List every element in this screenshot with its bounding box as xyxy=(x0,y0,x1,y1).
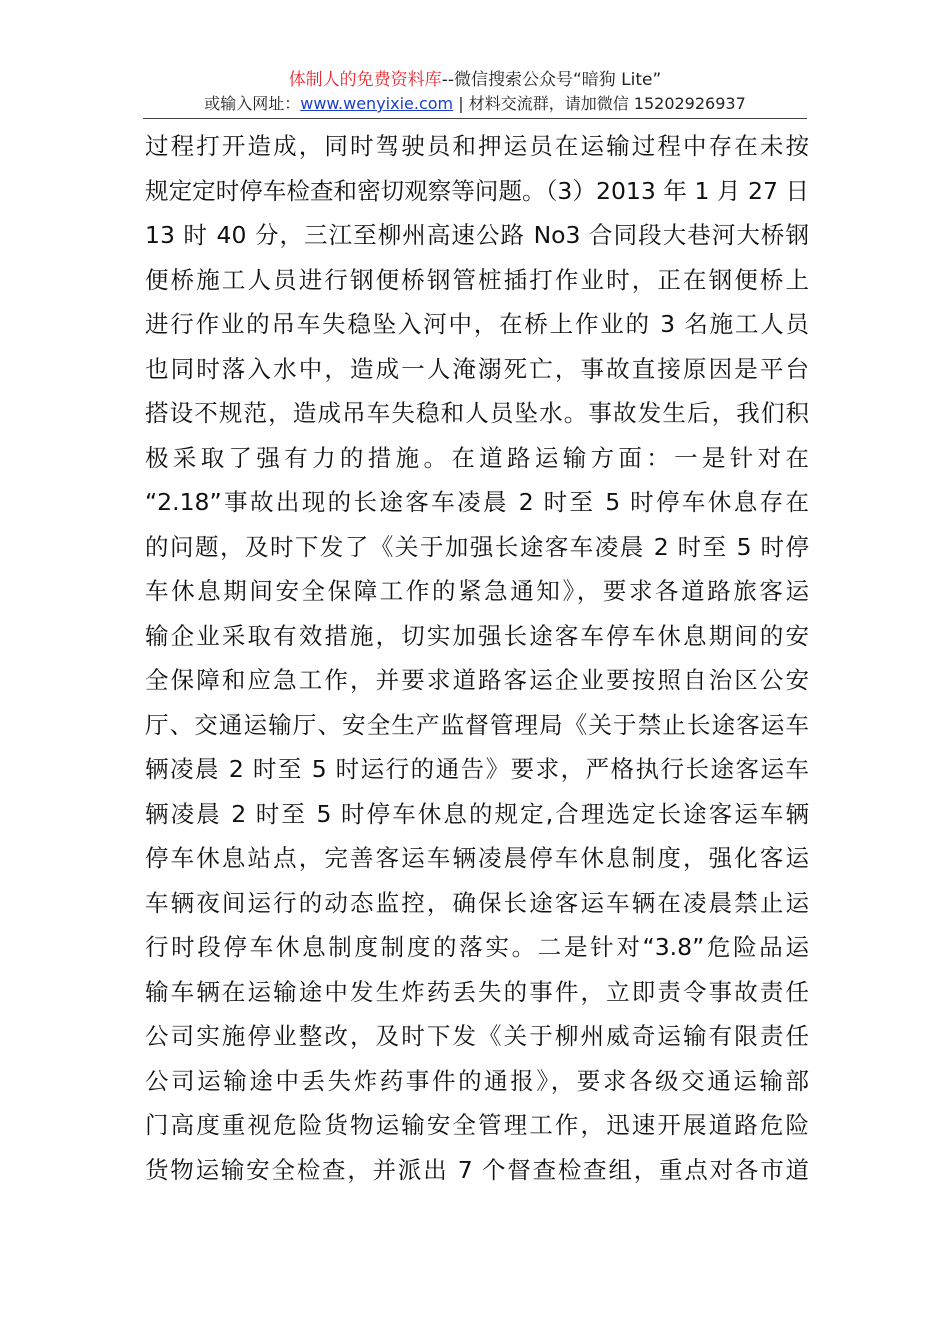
body-text-line: 输企业采取有效措施，切实加强长途客车停车休息期间的安 xyxy=(145,621,809,650)
body-text-line: 辆凌晨 2 时至 5 时停车休息的规定,合理选定长途客运车辆 xyxy=(145,799,809,828)
contact-text: 材料交流群，请加微信 15202926937 xyxy=(468,94,746,113)
body-text-line: 全保障和应急工作，并要求道路客运企业要按照自治区公安 xyxy=(145,666,809,694)
body-text-line: “2.18”事故出现的长途客车凌晨 2 时至 5 时停车休息存在 xyxy=(145,488,809,516)
body-text-line: 门高度重视危险货物运输安全管理工作，迅速开展道路危险 xyxy=(145,1111,809,1139)
body-text-line: 便桥施工人员进行钢便桥钢管桩插打作业时，正在钢便桥上 xyxy=(145,265,809,294)
body-text-line: 输车辆在运输途中发生炸药丢失的事件，立即责令事故责任 xyxy=(145,977,809,1006)
page-header xyxy=(0,68,950,116)
brand-title: 体制人的免费资料库 xyxy=(288,70,442,90)
header-title-line xyxy=(0,68,950,92)
body-text-line: 的问题，及时下发了《关于加强长途客车凌晨 2 时至 5 时停 xyxy=(145,532,809,561)
body-text-line: 公司实施停业整改，及时下发《关于柳州威奇运输有限责任 xyxy=(145,1022,809,1050)
body-text-line: 极采取了强有力的措施。在道路运输方面：一是针对在 xyxy=(145,443,809,472)
body-text-line: 行时段停车休息制度制度的落实。二是针对“3.8”危险品运 xyxy=(145,933,809,961)
body-text-line: 车辆夜间运行的动态监控，确保长途客运车辆在凌晨禁止运 xyxy=(145,888,809,917)
body-text-line: 车休息期间安全保障工作的紧急通知》，要求各道路旅客运 xyxy=(145,577,809,605)
wechat-search-text: --微信搜索公众号“暗狗 Lite” xyxy=(441,70,662,90)
body-text-line: 进行作业的吊车失稳坠入河中，在桥上作业的 3 名施工人员 xyxy=(145,310,809,338)
document-body xyxy=(145,124,809,1192)
body-text-line: 厅、交通运输厅、安全生产监督管理局《关于禁止长途客运车 xyxy=(145,710,809,739)
body-text-line: 过程打开造成，同时驾驶员和押运员在运输过程中存在未按 xyxy=(145,132,809,160)
url-prefix: 或输入网址： xyxy=(204,94,301,113)
header-divider xyxy=(143,118,807,119)
body-text-line: 也同时落入水中，造成一人淹溺死亡，事故直接原因是平台 xyxy=(145,354,809,383)
body-text-line: 货物运输安全检查，并派出 7 个督查检查组，重点对各市道 xyxy=(145,1155,809,1184)
website-link[interactable]: www.wenyixie.com xyxy=(300,94,454,113)
body-text-line: 搭设不规范，造成吊车失稳和人员坠水。事故发生后，我们积 xyxy=(145,399,809,427)
body-text-line: 公司运输途中丢失炸药事件的通报》，要求各级交通运输部 xyxy=(145,1066,809,1095)
header-separator: | xyxy=(453,94,469,113)
header-contact-line xyxy=(0,92,950,116)
body-text-line: 规定定时停车检查和密切观察等问题。（3）2013 年 1 月 27 日 xyxy=(145,176,809,205)
body-text-line: 辆凌晨 2 时至 5 时运行的通告》要求，严格执行长途客运车 xyxy=(145,755,809,783)
body-text-line: 停车休息站点，完善客运车辆凌晨停车休息制度，强化客运 xyxy=(145,844,809,872)
body-text-line: 13 时 40 分，三江至柳州高速公路 No3 合同段大巷河大桥钢 xyxy=(145,221,809,249)
